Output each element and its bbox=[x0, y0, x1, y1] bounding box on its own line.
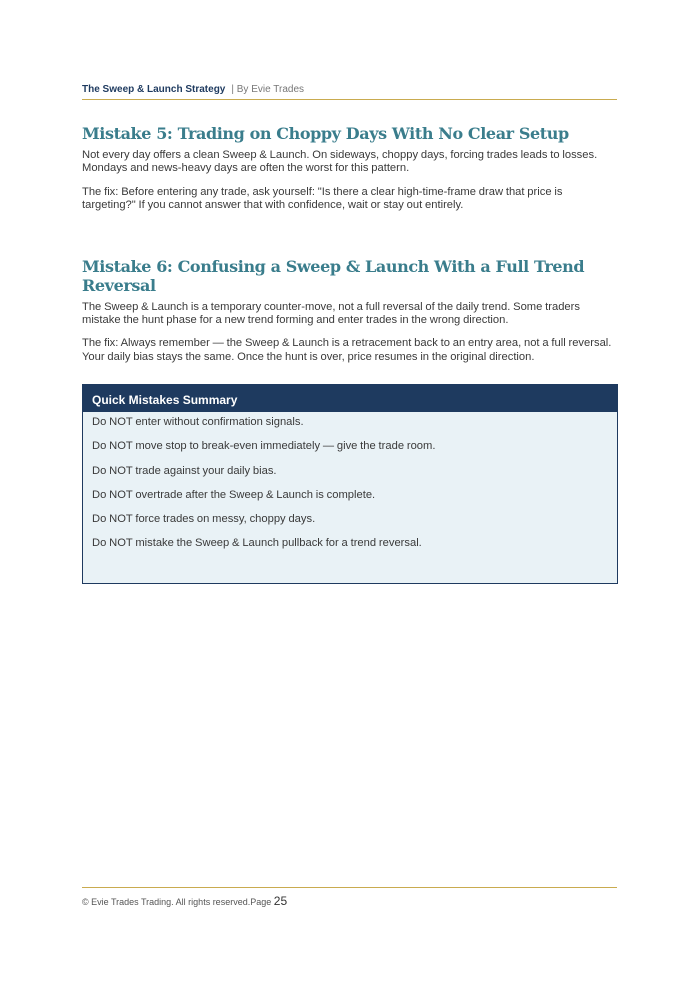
section-spacer bbox=[82, 223, 618, 257]
paragraph: Not every day offers a clean Sweep & Launch. On sideways, choppy days, forcing trades leads to losses. Mondays and news-heavy days are often the worst for this pattern. bbox=[82, 149, 598, 175]
summary-item: Do NOT enter without confirmation signals. bbox=[92, 416, 304, 429]
summary-item: Do NOT force trades on messy, choppy days. bbox=[92, 513, 316, 525]
page-number: 25 bbox=[273, 894, 288, 908]
summary-list bbox=[83, 412, 617, 583]
document-title: The Sweep & Launch Strategy bbox=[82, 84, 226, 95]
mistake-5-section bbox=[82, 124, 618, 213]
page-header bbox=[82, 84, 617, 100]
author-byline: | By Evie Trades bbox=[231, 84, 305, 95]
summary-title: Quick Mistakes Summary bbox=[83, 385, 617, 412]
page-label: Page bbox=[250, 897, 272, 907]
paragraph: The Sweep & Launch is a temporary counter-move, not a full reversal of the daily trend. Some traders mistake the hunt phase for a new trend forming and enter trades in the wrong direction. bbox=[82, 300, 580, 327]
summary-item: Do NOT mistake the Sweep & Launch pullback for a trend reversal. bbox=[92, 537, 422, 550]
paragraph: The fix: Always remember — the Sweep & Launch is a retracement back to an entry area, not a full reversal. Your daily bias stays the same. Once the hunt is over, price resumes in the original direction. bbox=[82, 337, 612, 363]
copyright-text: © Evie Trades Trading. All rights reserved. bbox=[82, 897, 251, 907]
section-heading: Mistake 6: Confusing a Sweep & Launch With a Full Trend Reversal bbox=[82, 256, 585, 295]
mistake-6-section bbox=[82, 257, 618, 365]
summary-item: Do NOT overtrade after the Sweep & Launch is complete. bbox=[92, 488, 376, 501]
quick-mistakes-summary-box bbox=[82, 384, 618, 584]
page-content bbox=[82, 124, 618, 584]
summary-item: Do NOT move stop to break-even immediately — give the trade room. bbox=[92, 440, 436, 453]
page-footer bbox=[82, 887, 617, 908]
summary-item: Do NOT trade against your daily bias. bbox=[92, 464, 277, 477]
section-heading: Mistake 5: Trading on Choppy Days With No Clear Setup bbox=[82, 124, 569, 143]
paragraph: The fix: Before entering any trade, ask yourself: "Is there a clear high-time-frame draw that price is targeting?" If you cannot answer that with confidence, wait or stay out entirely. bbox=[82, 185, 563, 212]
